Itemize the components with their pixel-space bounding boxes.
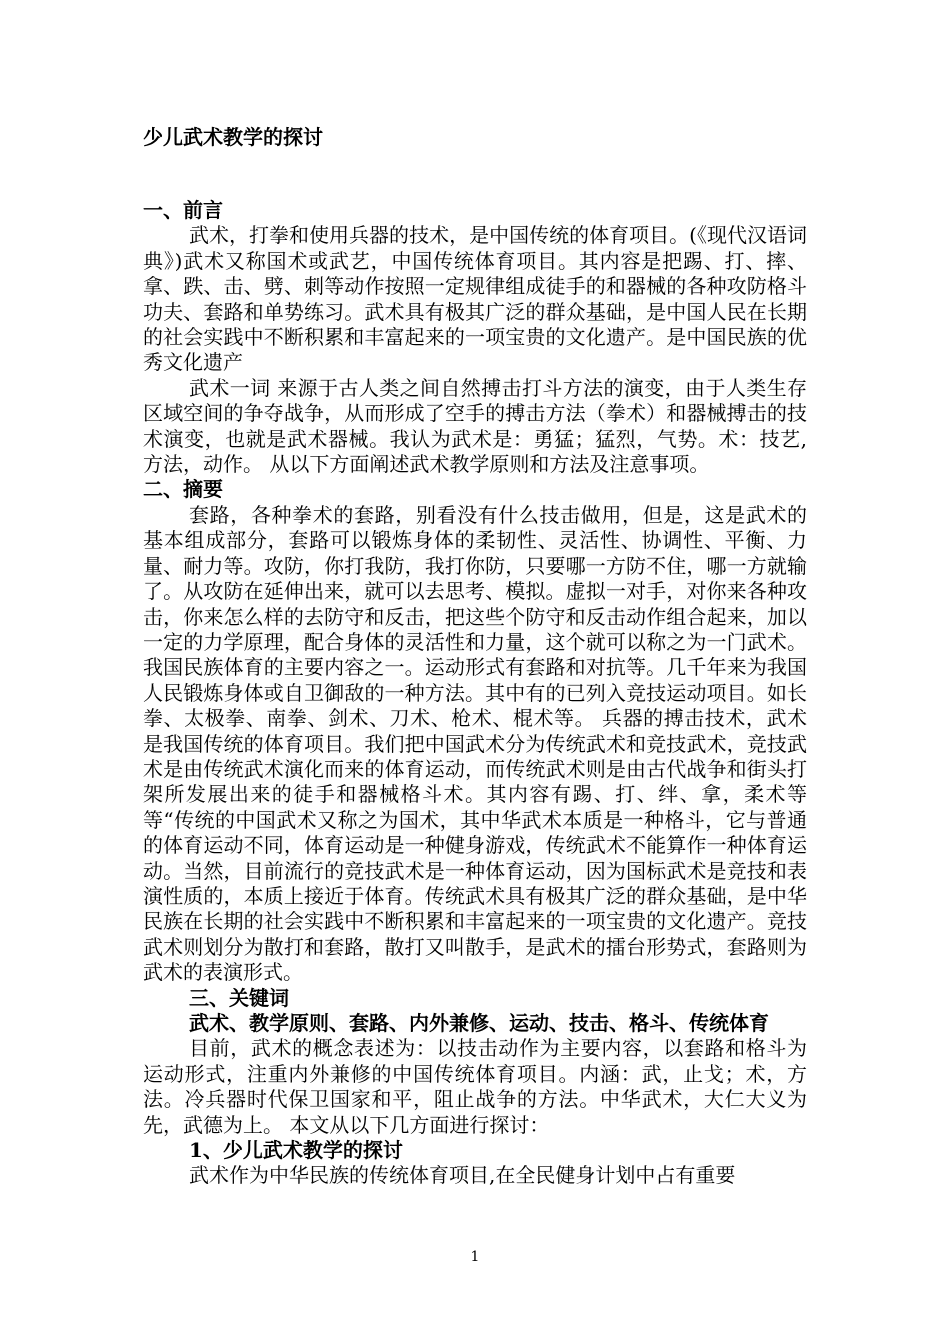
subsection-heading-1: 1、少儿武术教学的探讨: [189, 1138, 403, 1163]
section-heading-preface: 一、前言: [143, 198, 223, 222]
section-heading-abstract: 二、摘要: [143, 477, 223, 502]
paragraph-preface-1: 武术，打拳和使用兵器的技术，是中国传统的体育项目。(《现代汉语词典》)武术又称国术或武艺，中国传统体育项目。其内容是把踢、打、摔、拿、跌、击、劈、刺等动作按照一定规律组成徒手的和器械的各种攻防格斗功夫、套路和单势练习。武术具有极其广泛的群众基础，是中国人民在长期的社会实践中不断积累和丰富起来的一项宝贵的文化遗产。是中国民族的优秀文化遗产: [143, 223, 807, 375]
document-title: 少儿武术教学的探讨: [143, 125, 323, 149]
paragraph-preface-2: 武术一词 来源于古人类之间自然搏击打斗方法的演变，由于人类生存区域空间的争夺战争，从而形成了空手的搏击方法（拳术）和器械搏击的技术演变，也就是武术器械。我认为武术是：勇猛；猛烈，气势。术：技艺,方法，动作。 从以下方面阐述武术教学原则和方法及注意事项。: [143, 375, 807, 477]
paragraph-keywords: 目前，武术的概念表述为：以技击动作为主要内容，以套路和格斗为运动形式，注重内外兼修的中国传统体育项目。内涵：武，止戈；术，方法。冷兵器时代保卫国家和平，阻止战争的方法。中华武术，大仁大义为先，武德为上。 本文从以下几方面进行探讨：: [143, 1036, 807, 1137]
keywords-list: 武术、教学原则、套路、内外兼修、运动、技击、格斗、传统体育: [189, 1011, 769, 1035]
document-body: [143, 198, 807, 1189]
paragraph-subsection-1: 武术作为中华民族的传统体育项目,在全民健身计划中占有重要: [189, 1163, 736, 1188]
page-number: 1: [470, 1249, 480, 1265]
paragraph-abstract: 套路，各种拳术的套路，别看没有什么技击做用，但是，这是武术的基本组成部分，套路可以锻炼身体的柔韧性、灵活性、协调性、平衡、力量、耐力等。攻防，你打我防，我打你防，只要哪一方防不住，哪一方就输了。从攻防在延伸出来，就可以去思考、模拟。虚拟一对手，对你来各种攻击，你来怎么样的去防守和反击，把这些个防守和反击动作组合起来，加以一定的力学原理，配合身体的灵活性和力量，这个就可以称之为一门武术。我国民族体育的主要内容之一。运动形式有套路和对抗等。几千年来为我国人民锻炼身体或自卫御敌的一种方法。其中有的已列入竞技运动项目。如长拳、太极拳、南拳、剑术、刀术、枪术、棍术等。 兵器的搏击技术，武术是我国传统的体育项目。我们把中国武术分为传统武术和竞技武术，竞技武术是由传统武术演化而来的体育运动，而传统武术则是由古代战争和街头打架所发展出来的徒手和器械格斗术。其内容有踢、打、绊、拿，柔术等等“传统的中国武术又称之为国术，其中华武术本质是一种格斗，它与普通的体育运动不同，体育运动是一种健身游戏，传统武术不能算作一种体育运动。当然，目前流行的竞技武术是一种体育运动，因为国标武术是竞技和表演性质的，本质上接近于体育。传统武术具有极其广泛的群众基础，是中华民族在长期的社会实践中不断积累和丰富起来的一项宝贵的文化遗产。竞技武术则划分为散打和套路，散打又叫散手，是武术的擂台形势式，套路则为武术的表演形式。: [143, 502, 807, 985]
section-heading-keywords: 三、关键词: [189, 985, 289, 1010]
